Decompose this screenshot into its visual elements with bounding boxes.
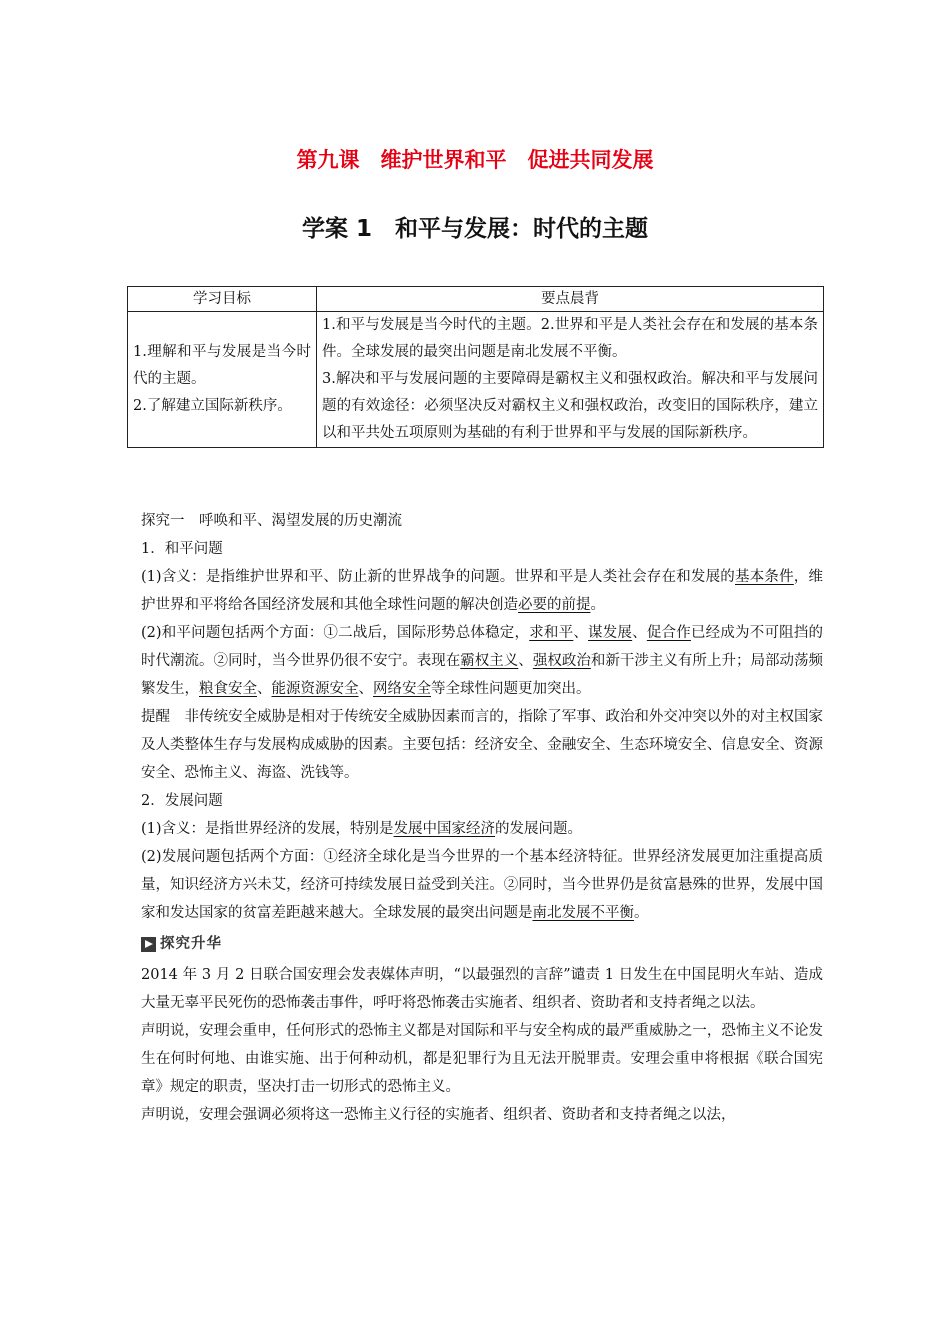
- key-term: 促合作: [646, 625, 691, 641]
- play-triangle-icon: [141, 937, 156, 952]
- table-row: [128, 312, 824, 448]
- key-term: 基本条件: [735, 569, 794, 585]
- article-paragraph: 声明说，安理会强调必须将这一恐怖主义行径的实施者、组织者、资助者和支持者绳之以法，: [141, 1107, 736, 1123]
- goal-item: 2.了解建立国际新秩序。: [133, 398, 292, 414]
- peace-aspects: (2)和平问题包括两个方面：①二战后，国际形势总体稳定，求和平、谋发展、促合作已经成为不可阻挡的时代潮流。②同时，当今世界仍很不安宁。表现在霸权主义、强权政治和新干涉主义有所上升；局部动荡频繁发生，粮食安全、能源资源安全、网络安全等全球性问题更加突出。: [141, 625, 824, 697]
- peace-heading: 1．和平问题: [141, 541, 223, 557]
- inquiry-heading: 探究一 呼唤和平、渴望发展的历史潮流: [141, 513, 402, 529]
- key-term: 南北发展不平衡: [532, 905, 634, 921]
- points-column-header: 要点晨背: [317, 287, 824, 312]
- main-content: [141, 507, 823, 1129]
- objectives-table: [127, 286, 824, 448]
- article-paragraph: 声明说，安理会重申，任何形式的恐怖主义都是对国际和平与安全构成的最严重威胁之一，恐怖主义不论发生在何时何地、由谁实施、出于何种动机，都是犯罪行为且无法开脱罪责。安理会重申将根据《联合国宪章》规定的职责，坚决打击一切形式的恐怖主义。: [141, 1023, 823, 1095]
- goals-cell: [128, 312, 317, 448]
- development-aspects: (2)发展问题包括两个方面：①经济全球化是当今世界的一个基本经济特征。世界经济发展更加注重提高质量，知识经济方兴未艾，经济可持续发展日益受到关注。②同时，当今世界仍是贫富悬殊的世界，发展中国家和发达国家的贫富差距越来越大。全球发展的最突出问题是南北发展不平衡。: [141, 849, 823, 921]
- point-item: 1.和平与发展是当今时代的主题。2.世界和平是人类社会存在和发展的基本条件。全球发展的最突出问题是南北发展不平衡。: [322, 317, 818, 360]
- table-header-row: [128, 287, 824, 312]
- goal-item: 1.理解和平与发展是当今时代的主题。: [133, 344, 311, 387]
- key-term: 粮食安全: [199, 681, 257, 697]
- key-term: 网络安全: [373, 681, 431, 697]
- key-term: 能源资源安全: [271, 681, 359, 697]
- peace-definition: (1)含义：是指维护世界和平、防止新的世界战争的问题。世界和平是人类社会存在和发展的基本条件，维护世界和平将给各国经济发展和其他全球性问题的解决创造必要的前提。: [141, 569, 823, 613]
- key-term: 发展中国家经济: [393, 821, 496, 837]
- lesson-title: 第九课 维护世界和平 促进共同发展: [296, 148, 654, 172]
- sublimation-banner: [141, 929, 823, 959]
- points-cell: [317, 312, 824, 448]
- key-term: 霸权主义: [460, 653, 519, 669]
- case-title: 学案 1 和平与发展：时代的主题: [301, 216, 648, 242]
- goals-column-header: 学习目标: [128, 287, 317, 312]
- development-heading: 2．发展问题: [141, 793, 223, 809]
- article-paragraph: 2014 年 3 月 2 日联合国安理会发表媒体声明，“以最强烈的言辞”谴责 1 日发生在中国昆明火车站、造成大量无辜平民死伤的恐怖袭击事件，呼吁将恐怖袭击实施者、组织者、资助者和支持者绳之以法。: [141, 967, 823, 1011]
- reminder-note: 提醒 非传统安全威胁是相对于传统安全威胁因素而言的，指除了军事、政治和外交冲突以外的对主权国家及人类整体生存与发展构成威胁的因素。主要包括：经济安全、金融安全、生态环境安全、信息安全、资源安全、恐怖主义、海盗、洗钱等。: [141, 709, 823, 781]
- point-item: 3.解决和平与发展问题的主要障碍是霸权主义和强权政治。解决和平与发展问题的有效途径：必须坚决反对霸权主义和强权政治，改变旧的国际秩序，建立以和平共处五项原则为基础的有利于世界和平与发展的国际新秩序。: [322, 371, 818, 441]
- development-definition: (1)含义：是指世界经济的发展，特别是发展中国家经济的发展问题。: [141, 821, 583, 837]
- key-term: 必要的前提: [518, 597, 591, 613]
- key-term: 谋发展: [588, 625, 633, 641]
- banner-label: 探究升华: [160, 936, 222, 952]
- key-term: 求和平: [529, 625, 574, 641]
- key-term: 强权政治: [532, 653, 591, 669]
